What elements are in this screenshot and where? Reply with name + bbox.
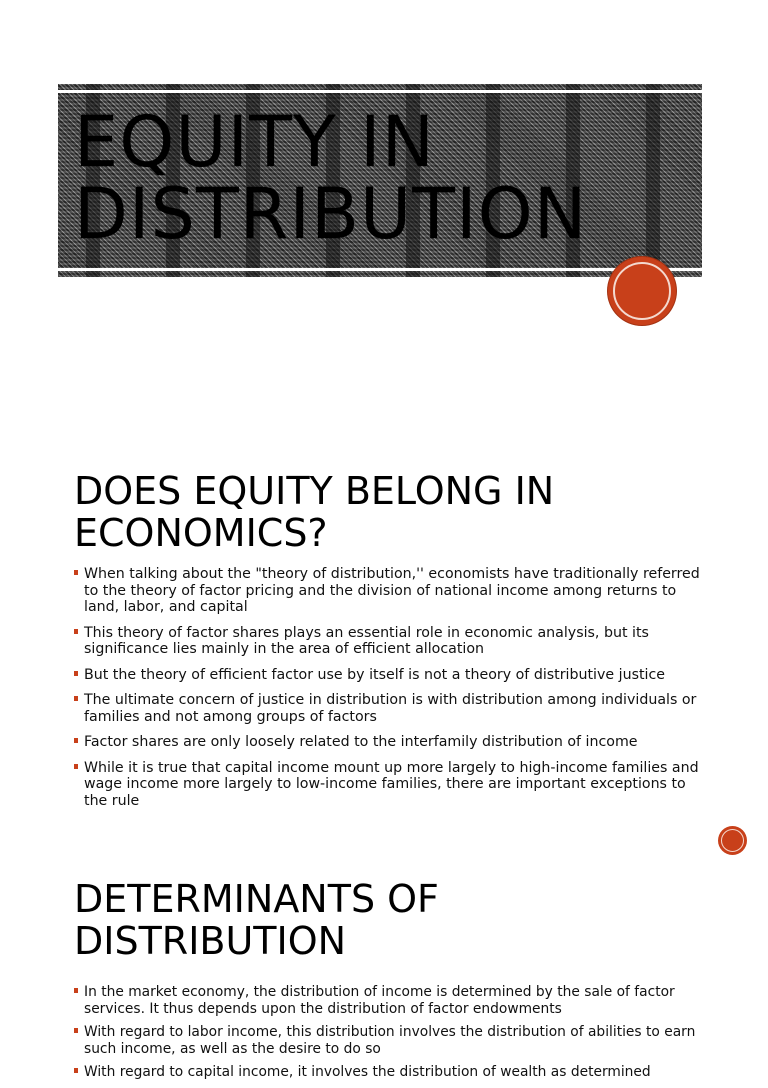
section-heading: DETERMINANTS OF DISTRIBUTION (74, 877, 439, 963)
bullet-item (74, 667, 700, 684)
bullet-marker-icon (74, 1068, 78, 1073)
bullet-list (74, 984, 700, 1081)
bullet-text: But the theory of efficient factor use by itself is not a theory of distributive justice (84, 666, 665, 683)
bullet-marker-icon (74, 696, 78, 701)
bullet-marker-icon (74, 988, 78, 993)
title-banner (58, 84, 702, 277)
bullet-list (74, 566, 700, 809)
bullet-item (74, 984, 700, 1017)
bullet-item (74, 760, 700, 810)
bullet-item (74, 734, 700, 751)
bullet-text: In the market economy, the distribution of income is determined by the sale of factor services. It thus depends upon the distribution of factor endowments (84, 984, 675, 1017)
bullet-text: This theory of factor shares plays an essential role in economic analysis, but its significance lies mainly in the area of efficient allocation (84, 624, 649, 657)
bullet-text: With regard to capital income, it involves the distribution of wealth as determined (84, 1064, 651, 1080)
bullet-marker-icon (74, 629, 78, 634)
bullet-marker-icon (74, 570, 78, 575)
bullet-item (74, 625, 700, 658)
slide-title: EQUITY IN DISTRIBUTION (74, 101, 588, 255)
bullet-text: While it is true that capital income mount up more largely to high-income families and wage income more largely to low-income families, there are important exceptions to the rule (84, 759, 699, 809)
bullet-marker-icon (74, 764, 78, 769)
bullet-item (74, 692, 700, 725)
section-heading: DOES EQUITY BELONG IN ECONOMICS? (74, 469, 555, 555)
bullet-item (74, 1064, 700, 1081)
slide-equity-economics (74, 470, 700, 818)
bullet-marker-icon (74, 671, 78, 676)
bullet-text: With regard to labor income, this distribution involves the distribution of abilities to earn such income, as well as the desire to do so (84, 1024, 696, 1057)
bullet-text: When talking about the "theory of distribution,'' economists have traditionally referred to the theory of factor pricing and the division of national income among returns to land, labor, and capital (84, 566, 700, 615)
bullet-text: The ultimate concern of justice in distribution is with distribution among individuals or families and not among groups of factors (84, 692, 697, 725)
bullet-text: Factor shares are only loosely related to the interfamily distribution of income (84, 734, 638, 750)
decorative-circle-small (718, 826, 747, 855)
bullet-item (74, 566, 700, 616)
slide-determinants (74, 878, 700, 1088)
decorative-circle-large (608, 257, 676, 325)
bullet-item (74, 1024, 700, 1057)
bullet-marker-icon (74, 738, 78, 743)
bullet-marker-icon (74, 1028, 78, 1033)
